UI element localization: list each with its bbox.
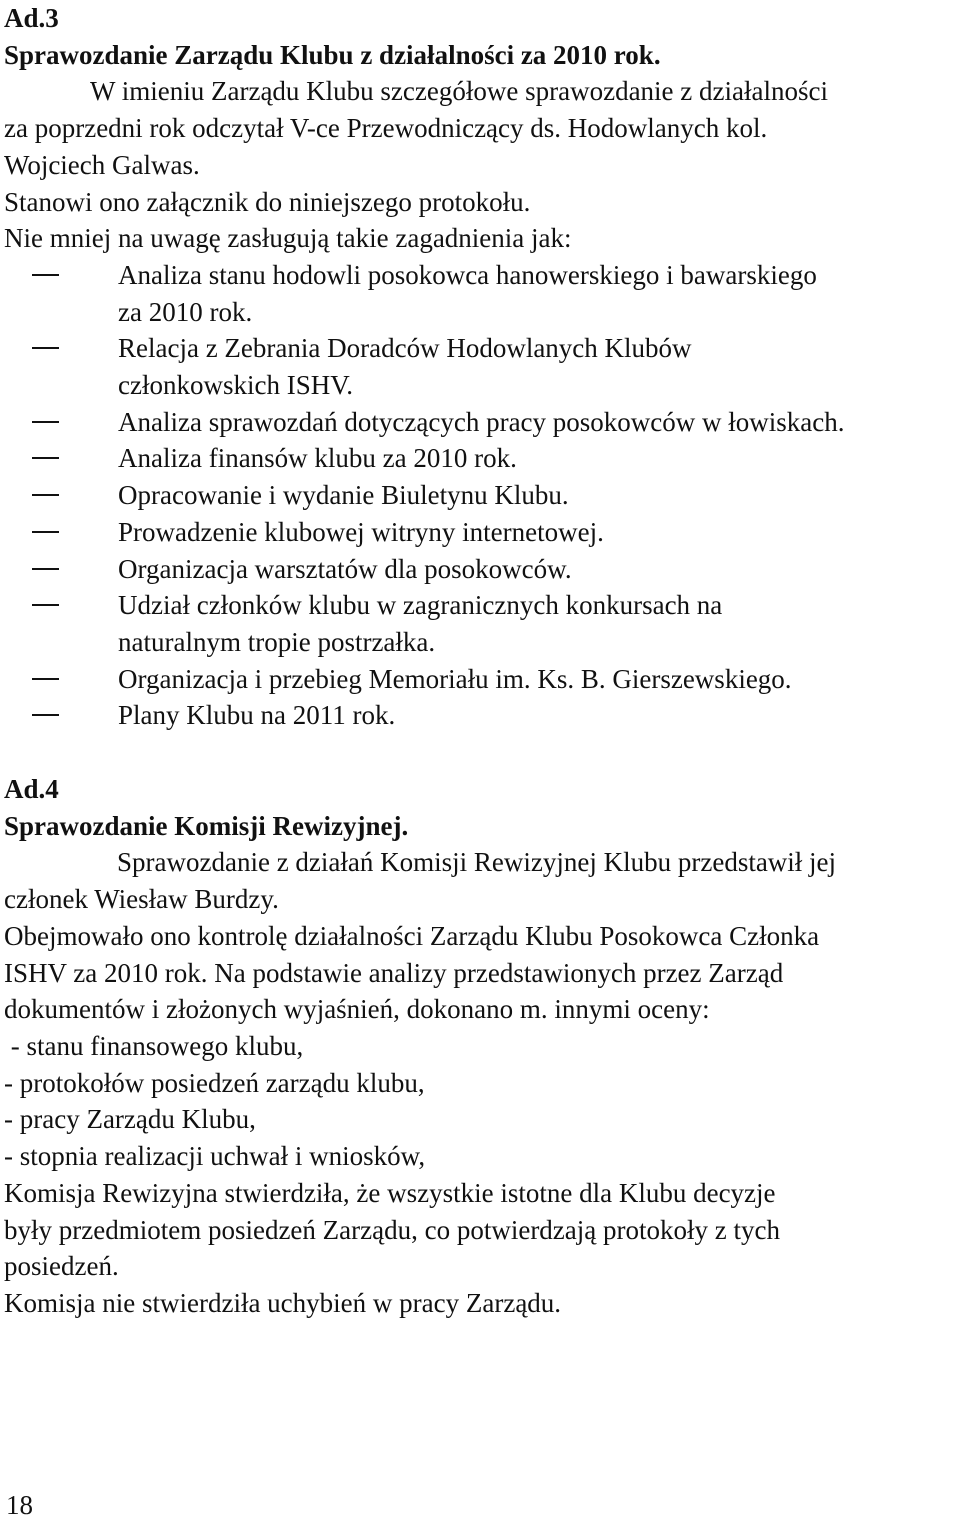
section4-line: ISHV za 2010 rok. Na podstawie analizy przedstawionych przez Zarząd <box>4 957 784 988</box>
section3-paragraph-line: Wojciech Galwas. <box>4 149 200 180</box>
section3-paragraph-line: W imieniu Zarządu Klubu szczegółowe sprawozdanie z działalności <box>90 76 828 107</box>
dash-bullet-icon <box>32 494 59 496</box>
list-item: Analiza sprawozdań dotyczących pracy posokowców w łowiskach. <box>4 404 954 441</box>
dash-bullet-icon <box>32 714 59 716</box>
dash-bullet-icon <box>32 347 59 349</box>
list-item: Analiza stanu hodowli posokowca hanowerskiego i bawarskiego za 2010 rok. <box>4 257 954 330</box>
section4-line: dokumentów i złożonych wyjaśnień, dokonano m. innymi oceny: <box>4 994 710 1025</box>
list-item: Prowadzenie klubowej witryny internetowej. <box>4 514 954 551</box>
section3-list-intro: Nie mniej na uwagę zasługują takie zagadnienia jak: <box>4 223 572 254</box>
section-spacer <box>4 734 954 771</box>
page-number: 18 <box>6 1490 33 1520</box>
section4-line: Sprawozdanie z działań Komisji Rewizyjnej Klubu przedstawił jej <box>117 847 837 878</box>
list-item: Organizacja warsztatów dla posokowców. <box>4 551 954 588</box>
section3-paragraph-line: za poprzedni rok odczytał V-ce Przewodniczący ds. Hodowlanych kol. <box>4 113 768 144</box>
section4-line: były przedmiotem posiedzeń Zarządu, co potwierdzają protokoły z tych <box>4 1214 780 1245</box>
section4-line: - protokołów posiedzeń zarządu klubu, <box>4 1067 425 1098</box>
section4-title: Sprawozdanie Komisji Rewizyjnej. <box>4 810 409 841</box>
dash-bullet-icon <box>32 457 59 459</box>
list-item: Udział członków klubu w zagranicznych konkursach na naturalnym tropie postrzałka. <box>4 587 954 660</box>
dash-bullet-icon <box>32 678 59 680</box>
section3-label: Ad.3 <box>4 3 59 33</box>
document-page <box>4 0 954 1322</box>
list-item: Opracowanie i wydanie Biuletynu Klubu. <box>4 477 954 514</box>
dash-bullet-icon <box>32 604 59 606</box>
list-item: Analiza finansów klubu za 2010 rok. <box>4 440 954 477</box>
section4-line: Obejmowało ono kontrolę działalności Zarządu Klubu Posokowca Członka <box>4 920 820 951</box>
dash-bullet-icon <box>32 568 59 570</box>
dash-bullet-icon <box>32 421 59 423</box>
section4-line: Komisja Rewizyjna stwierdziła, że wszystkie istotne dla Klubu decyzje <box>4 1177 776 1208</box>
section4-line: - stopnia realizacji uchwał i wniosków, <box>4 1141 426 1172</box>
section4-line: - pracy Zarządu Klubu, <box>4 1104 256 1135</box>
list-item: Organizacja i przebieg Memoriału im. Ks. B. Gierszewskiego. <box>4 661 954 698</box>
list-item: Plany Klubu na 2011 rok. <box>4 697 954 734</box>
dash-bullet-icon <box>32 274 59 276</box>
section3-paragraph: Stanowi ono załącznik do niniejszego protokołu. <box>4 186 531 217</box>
section4-line: członek Wiesław Burdzy. <box>4 884 279 915</box>
section3-topic-list <box>4 257 954 734</box>
section3-title: Sprawozdanie Zarządu Klubu z działalności za 2010 rok. <box>4 39 661 70</box>
list-item: Relacja z Zebrania Doradców Hodowlanych Klubów członkowskich ISHV. <box>4 330 954 403</box>
dash-bullet-icon <box>32 531 59 533</box>
section4-line: posiedzeń. <box>4 1251 119 1282</box>
section4-line: - stanu finansowego klubu, <box>4 1030 304 1061</box>
section4-label: Ad.4 <box>4 774 59 805</box>
section4-line: Komisja nie stwierdziła uchybień w pracy Zarządu. <box>4 1287 562 1318</box>
